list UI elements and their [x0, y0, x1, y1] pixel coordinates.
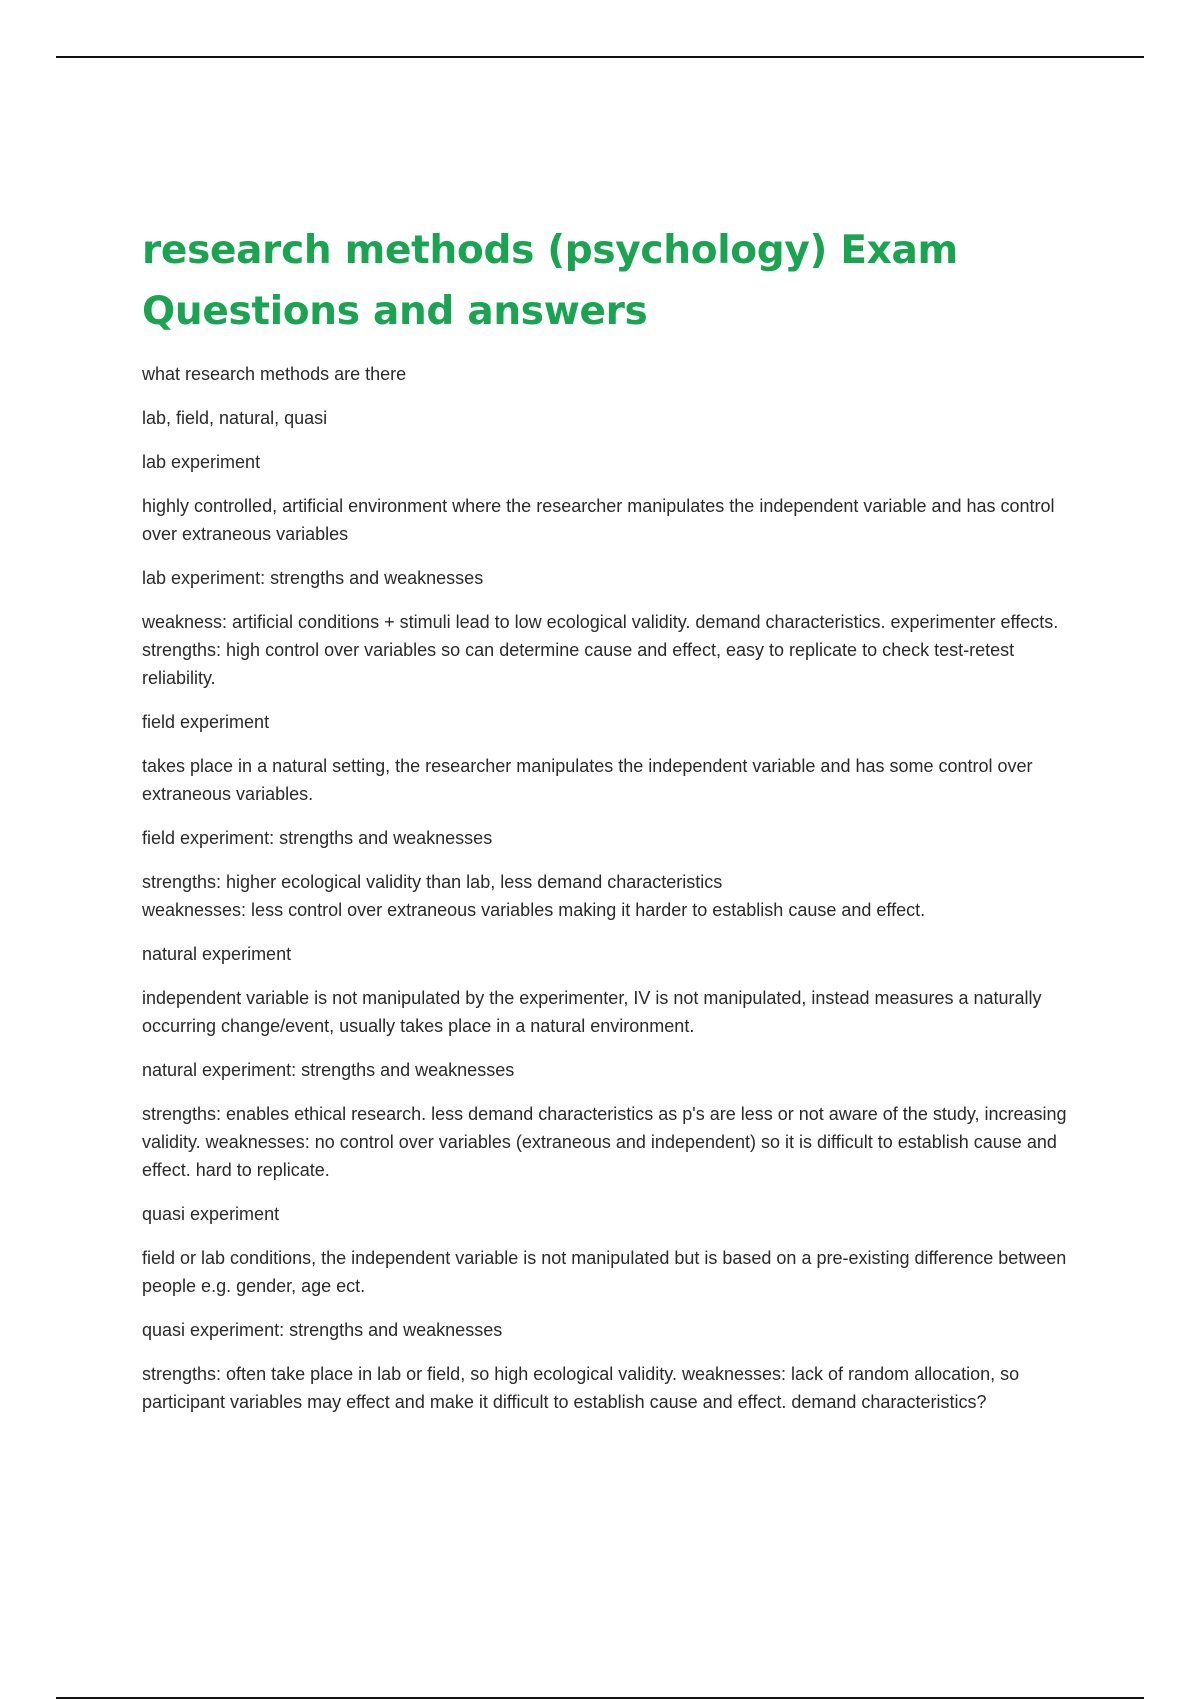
answer-field-experiment: takes place in a natural setting, the researcher manipulates the independent variable and has some control over extraneous variables.: [142, 756, 1033, 804]
answer-quasi-strengths-weaknesses: strengths: often take place in lab or field, so high ecological validity. weaknesses: lack of random allocation, so participant variables may effect and make it difficult to establish cause and effect. demand characteristics?: [142, 1364, 1020, 1412]
question-lab-experiment: lab experiment: [142, 452, 261, 472]
question-natural-experiment: natural experiment: [142, 944, 292, 964]
question-field-experiment: field experiment: [142, 712, 270, 732]
question-field-strengths-weaknesses: field experiment: strengths and weaknesses: [142, 828, 493, 848]
document-body: [142, 220, 1072, 1432]
question-research-methods: what research methods are there: [142, 364, 407, 384]
answer-natural-experiment: independent variable is not manipulated by the experimenter, IV is not manipulated, instead measures a naturally occurring change/event, usually takes place in a natural environment.: [142, 988, 1042, 1036]
header-rule: [56, 56, 1144, 58]
question-quasi-strengths-weaknesses: quasi experiment: strengths and weaknesses: [142, 1320, 503, 1340]
footer-rule: [56, 1697, 1144, 1699]
answer-lab-strengths-weaknesses: weakness: artificial conditions + stimuli lead to low ecological validity. demand characteristics. experimenter effects. strengths: high control over variables so can determine cause and effect, easy to replicate to check test-retest reliability.: [142, 612, 1059, 688]
question-lab-strengths-weaknesses: lab experiment: strengths and weaknesses: [142, 568, 484, 588]
qa-list: [142, 360, 1072, 1416]
answer-field-strengths-weaknesses: strengths: higher ecological validity than lab, less demand characteristics weaknesses: less control over extraneous variables making it harder to establish cause and effect.: [142, 872, 926, 920]
question-natural-strengths-weaknesses: natural experiment: strengths and weaknesses: [142, 1060, 515, 1080]
answer-lab-experiment: highly controlled, artificial environment where the researcher manipulates the independent variable and has control over extraneous variables: [142, 496, 1055, 544]
question-quasi-experiment: quasi experiment: [142, 1204, 280, 1224]
answer-quasi-experiment: field or lab conditions, the independent variable is not manipulated but is based on a pre-existing difference between people e.g. gender, age ect.: [142, 1248, 1067, 1296]
answer-natural-strengths-weaknesses: strengths: enables ethical research. less demand characteristics as p's are less or not aware of the study, increasing validity. weaknesses: no control over variables (extraneous and independent) so it is difficult to establish cause and effect. hard to replicate.: [142, 1104, 1067, 1180]
document-title: research methods (psychology) Exam Questions and answers: [142, 228, 958, 334]
answer-research-methods: lab, field, natural, quasi: [142, 408, 328, 428]
